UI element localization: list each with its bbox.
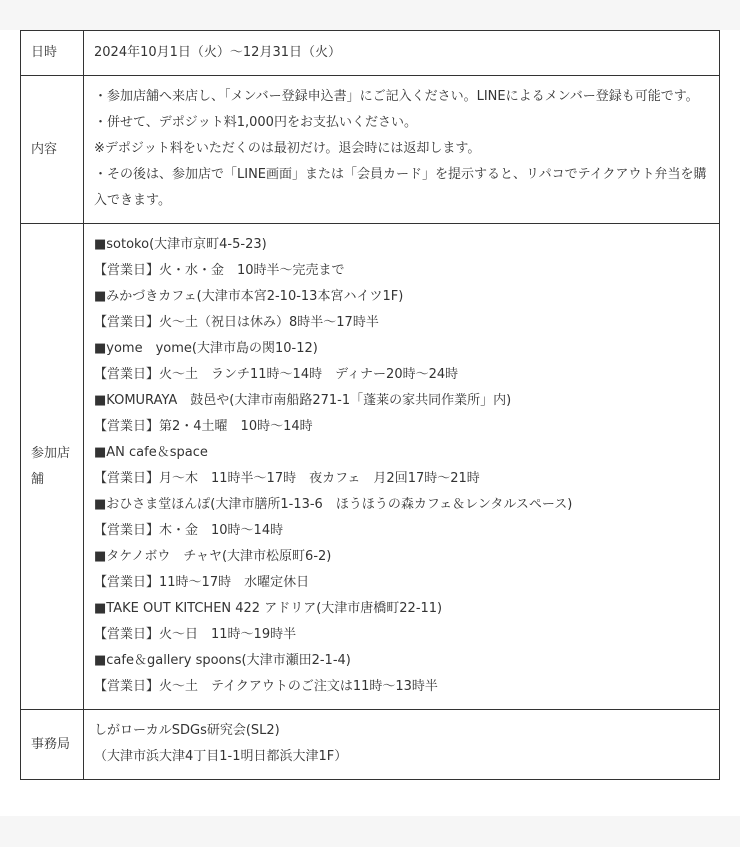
store-name: ■タケノボウ チャヤ(大津市松原町6-2) (94, 549, 332, 564)
content-line: ※デポジット料をいただくのは最初だけ。退会時には返却します。 (94, 141, 481, 156)
label-office: 事務局 (21, 710, 84, 780)
store-hours: 【営業日】火〜土（祝日は休み）8時半〜17時半 (94, 315, 379, 330)
store-name: ■cafe＆gallery spoons(大津市瀬田2-1-4) (94, 653, 351, 668)
office-name: しがローカルSDGs研究会(SL2) (94, 723, 280, 738)
store-name: ■KOMURAYA 鼓邑や(大津市南船路271-1「蓬莱の家共同作業所」内) (94, 393, 512, 408)
store-name: ■みかづきカフェ(大津市本宮2-10-13本宮ハイツ1F) (94, 289, 404, 304)
store-name: ■sotoko(大津市京町4-5-23) (94, 237, 267, 252)
office-address: （大津市浜大津4丁目1-1明日都浜大津1F） (94, 749, 348, 764)
value-stores (84, 224, 720, 710)
label-stores: 参加店舗 (21, 224, 84, 710)
content-line: ・併せて、デポジット料1,000円をお支払いください。 (94, 115, 417, 130)
row-office (21, 710, 720, 780)
store-hours: 【営業日】木・金 10時〜14時 (94, 523, 284, 538)
store-hours: 【営業日】火・水・金 10時半〜完売まで (94, 263, 345, 278)
content-line: ・その後は、参加店で「LINE画面」または「会員カード」を提示すると、リパコでテイクアウト弁当を購入できます。 (94, 167, 707, 208)
row-stores (21, 224, 720, 710)
store-hours: 【営業日】11時〜17時 水曜定休日 (94, 575, 310, 590)
store-name: ■TAKE OUT KITCHEN 422 アドリア(大津市唐橋町22-11) (94, 601, 443, 616)
store-name: ■おひさま堂ほんぽ(大津市膳所1-13-6 ほうほうの森カフェ＆レンタルスペース) (94, 497, 573, 512)
store-name: ■AN cafe＆space (94, 445, 208, 460)
value-date: 2024年10月1日（火）〜12月31日（火） (84, 31, 720, 76)
row-content (21, 76, 720, 224)
store-hours: 【営業日】第2・4土曜 10時〜14時 (94, 419, 313, 434)
value-content (84, 76, 720, 224)
row-date (21, 31, 720, 76)
store-hours: 【営業日】火〜日 11時〜19時半 (94, 627, 297, 642)
store-hours: 【営業日】月〜木 11時半〜17時 夜カフェ 月2回17時〜21時 (94, 471, 480, 486)
value-office (84, 710, 720, 780)
store-hours: 【営業日】火〜土 ランチ11時〜14時 ディナー20時〜24時 (94, 367, 459, 382)
label-content: 内容 (21, 76, 84, 224)
info-table (20, 30, 720, 780)
label-date: 日時 (21, 31, 84, 76)
store-name: ■yome yome(大津市島の関10-12) (94, 341, 318, 356)
store-hours: 【営業日】火〜土 テイクアウトのご注文は11時〜13時半 (94, 679, 438, 694)
content-line: ・参加店舗へ来店し、「メンバー登録申込書」にご記入ください。LINEによるメンバー登録も可能です。 (94, 89, 699, 104)
page (0, 30, 740, 816)
